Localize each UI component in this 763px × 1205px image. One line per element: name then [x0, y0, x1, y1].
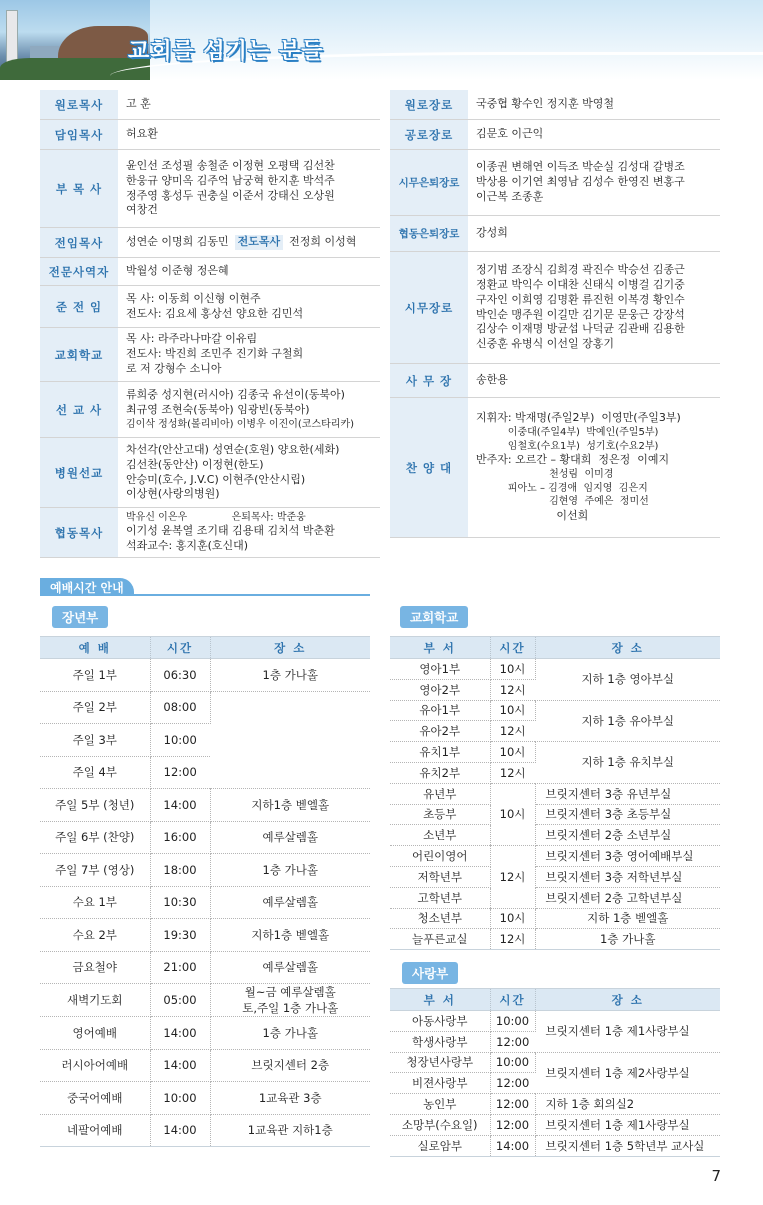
row-place: 브릿지센터 1층 5학년부 교사실	[535, 1135, 720, 1156]
row-label: 고학년부	[390, 887, 490, 908]
staff-names-line: 여창건	[126, 203, 158, 217]
staff-row	[390, 120, 720, 150]
staff-names-line: 목 사: 이동희 이신형 이현주	[126, 291, 261, 305]
table-row	[390, 804, 720, 825]
row-place: 1교육관 지하1층	[210, 1114, 370, 1147]
tab-love-dept: 사랑부	[402, 962, 458, 984]
staff-names-line: 임철호(수요1부) 성기호(수요2부)	[476, 440, 659, 452]
staff-list-right	[390, 90, 720, 538]
page-title: 교회를 섬기는 분들	[128, 39, 324, 64]
tab-adult: 장년부	[52, 606, 108, 628]
staff-names	[468, 120, 720, 149]
staff-names-line: 송한용	[476, 373, 508, 387]
tab-church-school: 교회학교	[400, 606, 468, 628]
row-time: 19:30	[150, 919, 210, 952]
row-place: 지하1층 벧엘홀	[210, 919, 370, 952]
staff-names	[118, 258, 380, 285]
staff-names-line: 지휘자: 박재명(주일2부) 이영만(주일3부)	[476, 411, 681, 425]
row-label: 금요철야	[40, 951, 150, 984]
staff-role-label: 원로목사	[40, 90, 118, 119]
row-label: 유아2부	[390, 721, 490, 742]
row-time: 12:00	[150, 756, 210, 789]
row-place: 브릿지센터 1층 제1사랑부실	[535, 1114, 720, 1135]
staff-row	[40, 150, 380, 228]
row-place: 예루살렘홀	[210, 951, 370, 984]
staff-row	[390, 398, 720, 538]
staff-names-line: 이기성 윤복열 조기태 김용태 김치석 박춘환	[126, 524, 335, 538]
column-header: 장 소	[535, 637, 720, 659]
table-row	[40, 919, 370, 952]
row-place: 1층 가나홀	[210, 659, 370, 692]
staff-names-line: 정주영 홍성두 권충실 이준서 강태신 오상원	[126, 188, 335, 202]
staff-row	[40, 286, 380, 328]
staff-names-line: 김상수 이재명 방균섭 나덕균 김관배 김용한	[476, 322, 685, 336]
staff-role-label: 원로장로	[390, 90, 468, 119]
row-place: 지하 1층 영아부실	[535, 659, 720, 701]
row-label: 저학년부	[390, 866, 490, 887]
staff-names-line: 박인순 맹주원 이길만 김기문 문웅근 강장석	[476, 307, 685, 321]
staff-role-label: 시무은퇴장로	[390, 150, 468, 215]
staff-names-line: 목 사: 라주라나마갈 이유림	[126, 332, 258, 346]
row-label: 주일 2부	[40, 691, 150, 724]
staff-row	[390, 150, 720, 216]
row-place: 1층 가나홀	[210, 1017, 370, 1050]
row-time: 21:00	[150, 951, 210, 984]
row-label: 유치2부	[390, 762, 490, 783]
column-header: 시간	[490, 989, 535, 1011]
page-number: 7	[711, 1167, 721, 1185]
row-time: 05:00	[150, 984, 210, 1017]
row-time: 12시	[490, 846, 535, 908]
row-place: 예루살렘홀	[210, 821, 370, 854]
row-place: 브릿지센터 2층 소년부실	[535, 825, 720, 846]
row-time: 14:00	[150, 1114, 210, 1147]
row-label: 주일 1부	[40, 659, 150, 692]
table-row	[40, 1114, 370, 1147]
staff-role-label: 준 전 임	[40, 286, 118, 327]
row-time: 18:00	[150, 854, 210, 887]
table-row	[40, 821, 370, 854]
row-label: 어린이영어	[390, 846, 490, 867]
row-label: 주일 5부 (청년)	[40, 789, 150, 822]
staff-names-line: 김현영 주예은 정미선	[476, 496, 649, 508]
row-place: 브릿지센터 2층	[210, 1049, 370, 1082]
staff-names-line: 강성희	[476, 226, 508, 240]
row-label: 영아2부	[390, 679, 490, 700]
table-row	[390, 887, 720, 908]
row-time: 12시	[490, 679, 535, 700]
worship-section-header	[40, 578, 370, 596]
table-row	[390, 1011, 720, 1032]
staff-row	[40, 382, 380, 438]
table-row	[40, 886, 370, 919]
row-time: 08:00	[150, 691, 210, 724]
church-school-table	[390, 636, 720, 950]
row-label: 유아1부	[390, 700, 490, 721]
row-place: 지하 1층 벧엘홀	[535, 908, 720, 929]
staff-names-line: 국중협 황수인 정지훈 박영철	[476, 97, 615, 111]
table-row	[390, 929, 720, 950]
staff-list-left	[40, 90, 380, 558]
column-header: 부 서	[390, 637, 490, 659]
staff-names	[118, 328, 380, 381]
staff-role-label: 병원선교	[40, 438, 118, 507]
staff-names-line: 고 훈	[126, 97, 151, 111]
row-label: 주일 3부	[40, 724, 150, 757]
staff-role-label: 찬 양 대	[390, 398, 468, 537]
row-label: 수요 1부	[40, 886, 150, 919]
row-label: 청소년부	[390, 908, 490, 929]
staff-names-line: 정기범 조장식 김희경 곽진수 박승선 김종근	[476, 262, 685, 276]
staff-names-line: 허요환	[126, 127, 158, 141]
row-label: 아동사랑부	[390, 1011, 490, 1032]
row-label: 늘푸른교실	[390, 929, 490, 950]
row-time: 12:00	[490, 1094, 535, 1115]
table-row	[40, 691, 370, 724]
staff-role-label: 부 목 사	[40, 150, 118, 227]
row-label: 새벽기도회	[40, 984, 150, 1017]
column-header: 예 배	[40, 637, 150, 659]
staff-names-line: 정환교 박익수 이대찬 신태식 이병걸 김기중	[476, 277, 685, 291]
row-time: 10시	[490, 783, 535, 845]
table-row	[390, 846, 720, 867]
staff-row	[390, 90, 720, 120]
staff-names	[468, 252, 720, 363]
row-label: 유치1부	[390, 742, 490, 763]
staff-row	[40, 90, 380, 120]
staff-names-line: 한웅규 양미옥 김주억 남궁혁 한지훈 박석주	[126, 173, 335, 187]
row-place: 브릿지센터 3층 영어예배부실	[535, 846, 720, 867]
row-time: 10시	[490, 908, 535, 929]
staff-names-line: 최규영 조현숙(동북아) 임광빈(동북아)	[126, 402, 310, 416]
staff-names-line: 김이삭 정성화(볼리비아) 이병우 이진이(코스타리카)	[126, 418, 355, 430]
staff-names-line: 피아노 – 김경애 임지영 김은지	[476, 482, 648, 494]
table-row	[390, 1114, 720, 1135]
staff-row	[40, 258, 380, 286]
staff-names	[118, 228, 380, 257]
staff-names	[118, 508, 380, 557]
staff-row	[40, 508, 380, 558]
staff-names	[118, 438, 380, 507]
staff-names-line: 김선찬(동안산) 이정현(한도)	[126, 457, 264, 471]
row-time: 10:00	[490, 1052, 535, 1073]
row-time: 14:00	[490, 1135, 535, 1156]
staff-names-line: 이선희	[476, 508, 589, 522]
row-place: 브릿지센터 3층 저학년부실	[535, 866, 720, 887]
table-row	[40, 659, 370, 692]
staff-names	[468, 150, 720, 215]
staff-role-label: 담임목사	[40, 120, 118, 149]
row-time: 14:00	[150, 1049, 210, 1082]
row-place: 1층 가나홀	[210, 854, 370, 887]
row-label: 청장년사랑부	[390, 1052, 490, 1073]
worship-section-title: 예배시간 안내	[40, 578, 134, 596]
staff-role-label: 전문사역자	[40, 258, 118, 285]
staff-names	[118, 120, 380, 149]
table-row	[40, 1082, 370, 1115]
table-row	[40, 854, 370, 887]
staff-names-line: 이근복 조종훈	[476, 189, 544, 203]
staff-row	[40, 328, 380, 382]
row-place: 브릿지센터 2층 고학년부실	[535, 887, 720, 908]
staff-names-line: 이종권 변해연 이득조 박순실 김성대 갈병조	[476, 160, 685, 174]
column-header: 장 소	[210, 637, 370, 659]
row-label: 수요 2부	[40, 919, 150, 952]
table-row	[390, 1052, 720, 1073]
row-place: 브릿지센터 3층 초등부실	[535, 804, 720, 825]
staff-role-label: 교회학교	[40, 328, 118, 381]
table-row	[40, 1049, 370, 1082]
staff-names	[118, 286, 380, 327]
staff-names	[468, 216, 720, 251]
love-dept-table	[390, 988, 720, 1157]
row-time: 10시	[490, 742, 535, 763]
staff-names-line: 차선각(안산고대) 성연순(호원) 양요한(세화)	[126, 442, 340, 456]
staff-names	[118, 90, 380, 119]
staff-names-line: 성연순 이명희 김동민	[126, 235, 229, 249]
row-time: 12시	[490, 762, 535, 783]
staff-names-line: 박월성 이준형 정은혜	[126, 264, 229, 278]
table-row	[390, 825, 720, 846]
staff-role-label: 사 무 장	[390, 364, 468, 397]
staff-role-label: 협동목사	[40, 508, 118, 557]
staff-role-label: 공로장로	[390, 120, 468, 149]
column-header: 시간	[490, 637, 535, 659]
staff-names-line: 박유신 이은우 은퇴목사: 박준웅	[126, 511, 306, 523]
row-time: 10:00	[150, 1082, 210, 1115]
staff-names	[468, 364, 720, 397]
table-row	[390, 742, 720, 763]
staff-names-line: 전정희 이성혁	[289, 235, 357, 249]
table-row	[390, 659, 720, 680]
staff-row	[390, 252, 720, 364]
staff-names-line: 안승미(호수, J.V.C) 이현주(안산시립)	[126, 472, 306, 486]
staff-row	[40, 438, 380, 508]
staff-names	[118, 150, 380, 227]
row-place	[210, 691, 370, 789]
row-label: 주일 4부	[40, 756, 150, 789]
row-time: 10시	[490, 659, 535, 680]
row-label: 네팔어예배	[40, 1114, 150, 1147]
staff-names-line: 천성림 이미경	[476, 469, 614, 481]
page-header	[0, 0, 763, 80]
row-label: 소망부(수요일)	[390, 1114, 490, 1135]
table-row	[40, 1017, 370, 1050]
column-header: 부 서	[390, 989, 490, 1011]
staff-names	[118, 382, 380, 437]
row-time: 10:00	[150, 724, 210, 757]
table-row	[390, 783, 720, 804]
row-label: 학생사랑부	[390, 1031, 490, 1052]
row-time: 06:30	[150, 659, 210, 692]
row-label: 영아1부	[390, 659, 490, 680]
row-place: 지하 1층 유아부실	[535, 700, 720, 742]
row-label: 주일 6부 (찬양)	[40, 821, 150, 854]
staff-names-line: 로 저 강형수 소니아	[126, 361, 222, 375]
table-row	[40, 984, 370, 1017]
row-label: 농인부	[390, 1094, 490, 1115]
staff-names-line: 김문호 이근익	[476, 127, 544, 141]
staff-names-line: 구자인 이희영 김명환 류진헌 이복경 황인수	[476, 292, 685, 306]
row-time: 14:00	[150, 789, 210, 822]
table-row	[390, 908, 720, 929]
staff-row	[40, 228, 380, 258]
row-time: 10:00	[490, 1011, 535, 1032]
staff-names-line: 윤인선 조성필 송철준 이정현 오평택 김선찬	[126, 158, 335, 172]
table-row	[390, 700, 720, 721]
staff-names-line: 신중훈 유병식 이선일 장홍기	[476, 337, 615, 351]
staff-role-label: 선 교 사	[40, 382, 118, 437]
row-place: 브릿지센터 1층 제1사랑부실	[535, 1011, 720, 1053]
column-header: 장 소	[535, 989, 720, 1011]
row-place: 브릿지센터 1층 제2사랑부실	[535, 1052, 720, 1094]
staff-row	[390, 364, 720, 398]
row-place: 지하 1층 회의실2	[535, 1094, 720, 1115]
row-time: 12시	[490, 929, 535, 950]
row-time: 14:00	[150, 1017, 210, 1050]
row-label: 유년부	[390, 783, 490, 804]
staff-role-label: 전도목사	[235, 235, 284, 250]
row-label: 중국어예배	[40, 1082, 150, 1115]
staff-row	[390, 216, 720, 252]
row-label: 소년부	[390, 825, 490, 846]
row-label: 비젼사랑부	[390, 1073, 490, 1094]
row-place: 1층 가나홀	[535, 929, 720, 950]
row-time: 10시	[490, 700, 535, 721]
table-row	[40, 951, 370, 984]
row-label: 초등부	[390, 804, 490, 825]
table-row	[390, 1094, 720, 1115]
adult-worship-table	[40, 636, 370, 1147]
row-place-line: 토,주일 1층 가나홀	[242, 1001, 339, 1016]
staff-names-line: 류희중 성지현(러시아) 김종국 유선이(동북아)	[126, 387, 345, 401]
row-time: 16:00	[150, 821, 210, 854]
column-header: 시간	[150, 637, 210, 659]
row-place: 지하1층 벧엘홀	[210, 789, 370, 822]
row-place: 1교육관 3층	[210, 1082, 370, 1115]
staff-names-line: 전도사: 김요세 홍상선 양요한 김민석	[126, 306, 304, 320]
staff-role-label: 협동은퇴장로	[390, 216, 468, 251]
row-time: 12:00	[490, 1073, 535, 1094]
row-label: 러시아어예배	[40, 1049, 150, 1082]
staff-names	[468, 90, 720, 119]
staff-names	[468, 398, 720, 537]
staff-role-label: 전임목사	[40, 228, 118, 257]
row-place: 예루살렘홀	[210, 886, 370, 919]
row-time: 10:30	[150, 886, 210, 919]
staff-names-line: 이중대(주일4부) 박예인(주일5부)	[476, 427, 659, 439]
row-label: 영어예배	[40, 1017, 150, 1050]
table-row	[390, 866, 720, 887]
staff-names-line	[126, 235, 372, 250]
staff-row	[40, 120, 380, 150]
staff-names-line: 박상용 이기연 최영남 김성수 한영진 변홍구	[476, 175, 685, 189]
staff-names-line: 반주자: 오르간 – 황대희 정은정 이예지	[476, 453, 670, 467]
row-time: 12시	[490, 721, 535, 742]
row-place: 지하 1층 유치부실	[535, 742, 720, 784]
row-time: 12:00	[490, 1114, 535, 1135]
staff-names-line: 석좌교수: 홍지훈(호신대)	[126, 539, 249, 553]
row-label: 주일 7부 (영상)	[40, 854, 150, 887]
staff-names-line: 이상현(사랑의병원)	[126, 487, 220, 501]
row-label: 실로암부	[390, 1135, 490, 1156]
row-place	[210, 984, 370, 1017]
row-time: 12:00	[490, 1031, 535, 1052]
staff-names-line: 전도사: 박진희 조민주 진기화 구철희	[126, 347, 304, 361]
table-row	[40, 789, 370, 822]
table-row	[390, 1135, 720, 1156]
row-place-line: 월~금 예루살렘홀	[244, 985, 336, 999]
row-place: 브릿지센터 3층 유년부실	[535, 783, 720, 804]
staff-role-label: 시무장로	[390, 252, 468, 363]
